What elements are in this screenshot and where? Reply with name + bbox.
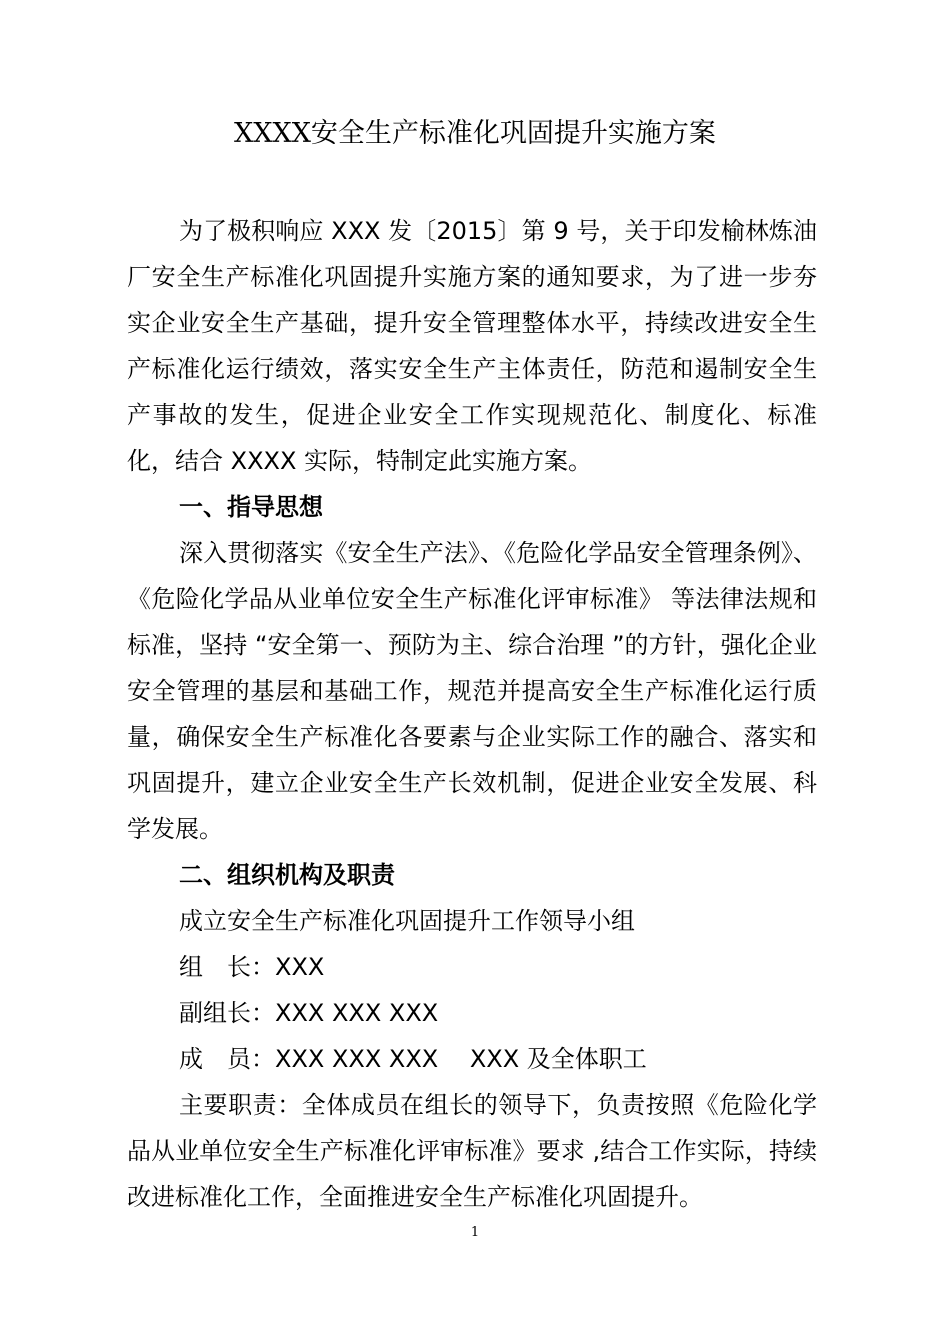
group-intro-line: 成立安全生产标准化巩固提升工作领导小组: [179, 907, 635, 935]
intro-paragraph: 为了极积响应 XXX 发〔2015〕第 9 号，关于印发榆林炼油厂安全生产标准化巩固提升实施方案的通知要求，为了进一步夯实企业安全生产基础，提升安全管理整体水平，持续改进安全生产标准化运行绩效，落实安全生产主体责任，防范和遏制安全生产事故的发生，促进企业安全工作实现规范化、制度化、标准化，结合 XXXX 实际，特制定此实施方案。: [127, 217, 817, 475]
leader-line: 组 长：XXX: [179, 953, 325, 981]
deputy-leader-line: 副组长：XXX XXX XXX: [179, 999, 439, 1027]
document-title: XXXX安全生产标准化巩固提升实施方案: [234, 118, 716, 149]
section-heading-guiding-ideology: 一、指导思想: [179, 493, 323, 521]
members-line: 成 员：XXX XXX XXX XXX 及全体职工: [179, 1045, 647, 1073]
document-body: [127, 208, 817, 1220]
duties-paragraph: 主要职责：全体成员在组长的领导下，负责按照《危险化学品从业单位安全生产标准化评审标准》要求 ,结合工作实际，持续改进标准化工作，全面推进安全生产标准化巩固提升。: [127, 1091, 817, 1211]
guiding-ideology-paragraph: 深入贯彻落实《安全生产法》、《危险化学品安全管理条例》、《危险化学品从业单位安全生产标准化评审标准》 等法律法规和标准，坚持 “安全第一、预防为主、综合治理 ”的方针，强化企业安全管理的基层和基础工作，规范并提高安全生产标准化运行质量，确保安全生产标准化各要素与企业实际工作的融合、落实和巩固提升，建立企业安全生产长效机制，促进企业安全发展、科学发展。: [127, 539, 817, 843]
section-heading-organization: 二、组织机构及职责: [179, 861, 395, 889]
page-number: 1: [470, 1225, 480, 1240]
